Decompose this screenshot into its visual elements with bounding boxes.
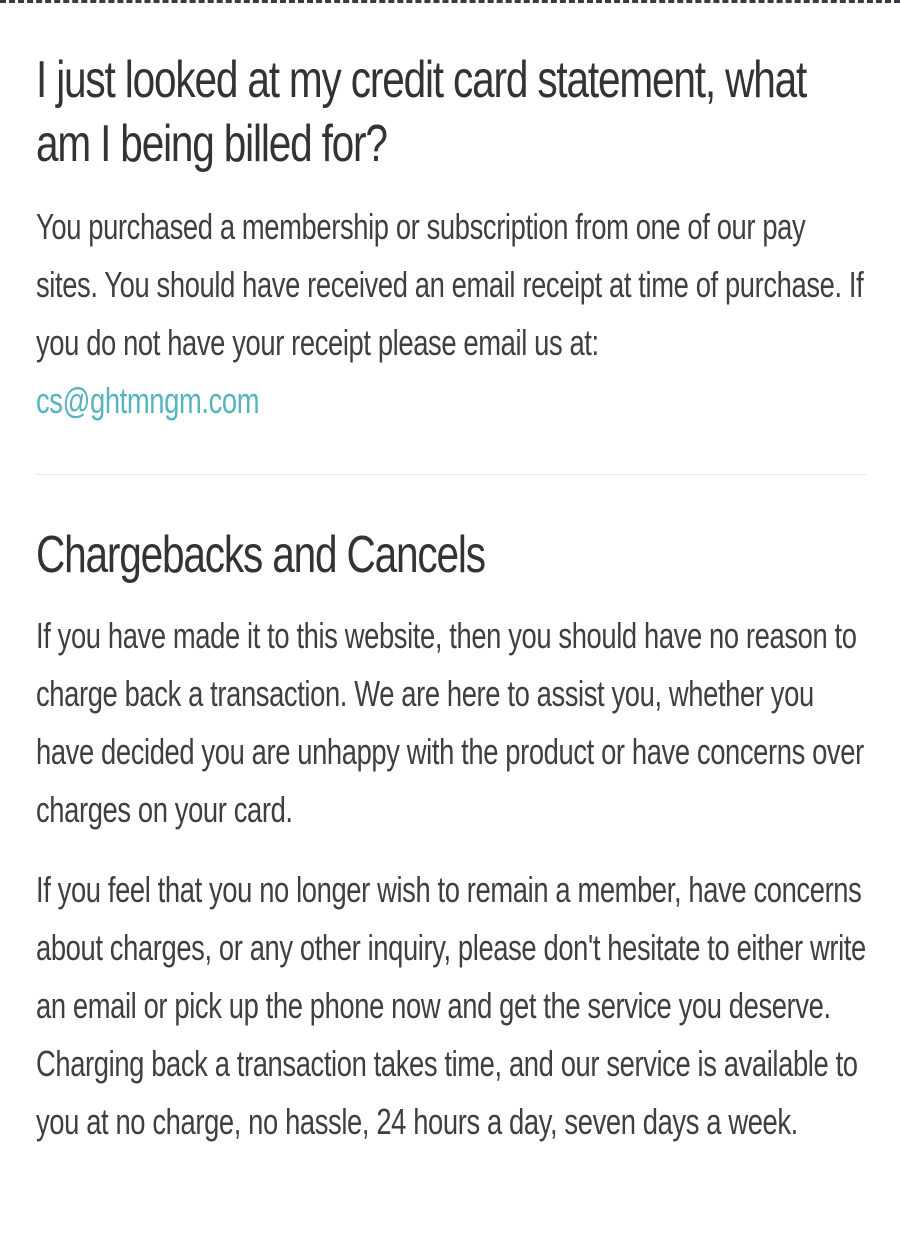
faq-answer-text: You purchased a membership or subscription from one of our pay sites. You should have received an email receipt at time of purchase. If you do not have your receipt please email us at:: [36, 206, 864, 363]
support-email-link[interactable]: cs@ghtmngm.com: [36, 380, 260, 421]
top-dashed-border: [0, 0, 900, 3]
faq-billing-section: [36, 48, 866, 430]
page-content: [36, 48, 866, 1151]
section-divider: [36, 474, 866, 475]
chargebacks-heading: Chargebacks and Cancels: [36, 526, 485, 584]
faq-question-heading: I just looked at my credit card statement, what am I being billed for?: [36, 51, 807, 173]
chargebacks-paragraph-1: If you have made it to this website, then you should have no reason to charge back a transaction. We are here to assist you, whether you have decided you are unhappy with the product or have concerns over charges on your card.: [36, 615, 864, 830]
faq-answer-paragraph: [36, 198, 866, 430]
chargebacks-section: [36, 523, 866, 1151]
chargebacks-paragraph-2: If you feel that you no longer wish to remain a member, have concerns about charges, or any other inquiry, please don't hesitate to either write an email or pick up the phone now and get the service you deserve. Charging back a transaction takes time, and our service is available to you at no charge, no hassle, 24 hours a day, seven days a week.: [36, 869, 866, 1142]
